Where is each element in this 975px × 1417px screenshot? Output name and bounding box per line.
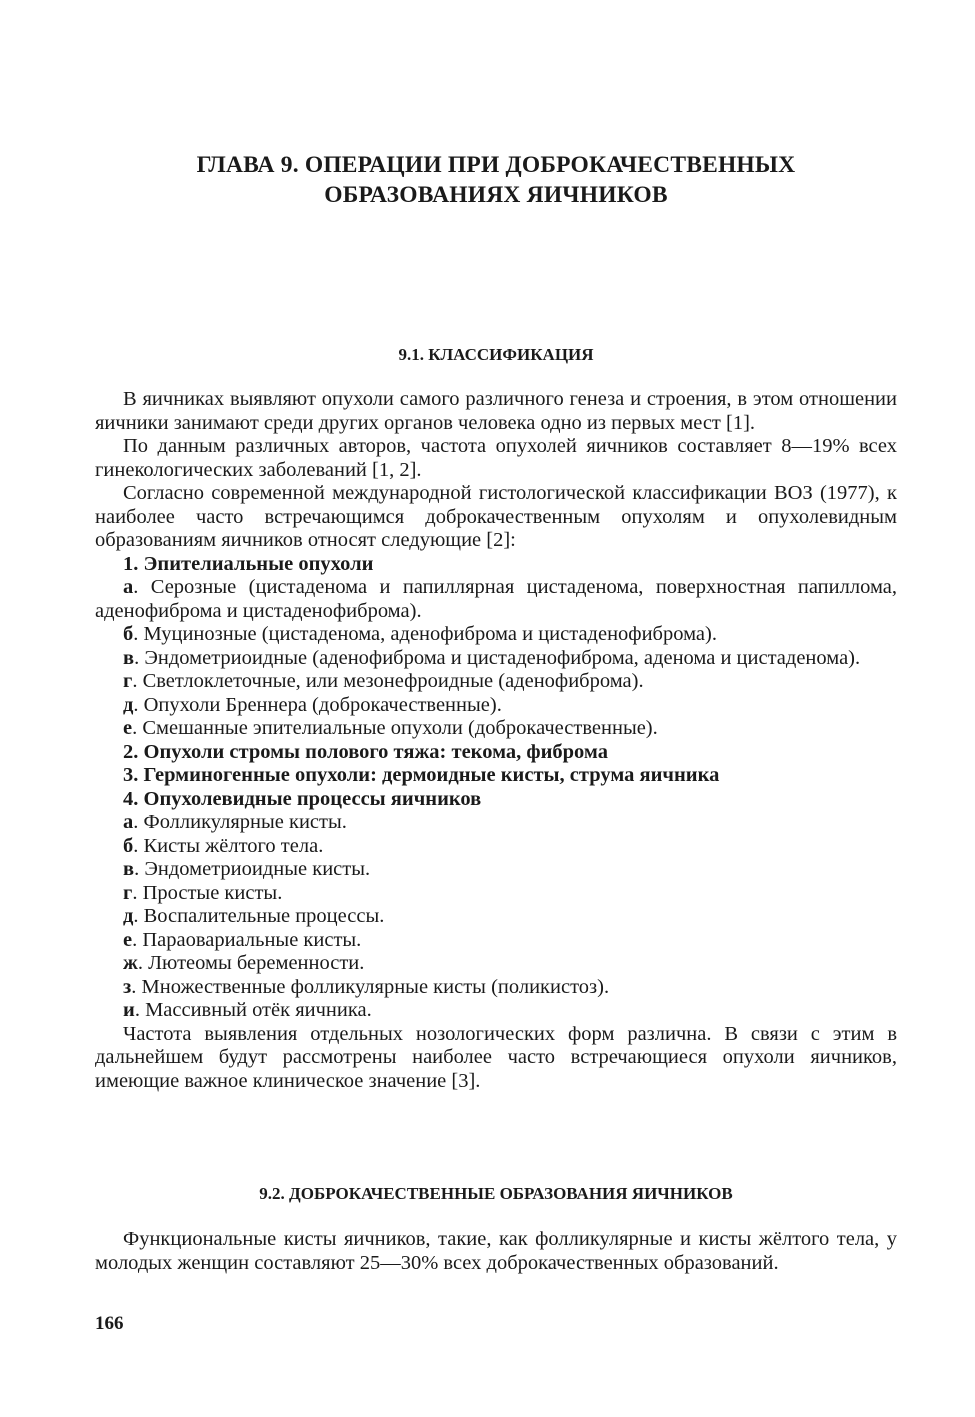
- list-group-heading: 3. Герминогенные опухоли: дермоидные кисты, струма яичника: [123, 764, 720, 786]
- section-heading-classification: 9.1. КЛАССИФИКАЦИЯ: [398, 345, 594, 364]
- paragraph: Функциональные кисты яичников, такие, как фолликулярные и кисты жёлтого тела, у молодых женщин составляют 25—30% всех доброкачественных образований.: [95, 1228, 897, 1274]
- chapter-title: [95, 150, 897, 210]
- list-item-letter: з: [123, 975, 132, 998]
- list-item-letter: в: [123, 858, 135, 880]
- list-item: г. Светлоклеточные, или мезонефроидные (аденофиброма).: [123, 670, 644, 692]
- list-item-text: Простые кисты.: [142, 881, 283, 904]
- list-item-letter: д: [123, 693, 134, 716]
- list-group-heading: 4. Опухолевидные процессы яичников: [123, 787, 482, 810]
- list-item-text: Множественные фолликулярные кисты (поликистоз).: [141, 975, 610, 998]
- list-item-text: Опухоли Бреннера (доброкачественные).: [143, 693, 502, 716]
- list-item: в. Эндометриоидные кисты.: [123, 858, 371, 880]
- list-item-letter: г: [123, 881, 133, 904]
- list-item-text: Лютеомы беременности.: [148, 952, 365, 974]
- list-item: ж. Лютеомы беременности.: [123, 952, 365, 974]
- list-item-letter: а: [123, 576, 134, 598]
- list-item-letter: а: [123, 811, 134, 833]
- list-item-letter: б: [123, 623, 134, 645]
- list-item-text: Кисты жёлтого тела.: [143, 834, 324, 857]
- list-item-letter: г: [123, 670, 133, 692]
- list-group-number: 1: [123, 552, 134, 575]
- list-item-letter: ж: [123, 952, 138, 974]
- list-item: е. Смешанные эпителиальные опухоли (доброкачественные).: [123, 717, 658, 739]
- list-item: д. Опухоли Бреннера (доброкачественные).: [123, 693, 502, 716]
- page-number: 166: [95, 1313, 124, 1334]
- list-item-text: Серозные (цистаденома и папиллярная цистаденома, поверхностная папиллома, аденофиброма и цистаденофиброма).: [95, 576, 898, 622]
- list-item-letter: е: [123, 928, 133, 951]
- paragraph: Согласно современной международной гистологической классификации ВОЗ (1977), к наиболее часто встречающимся доброкачественным опухолям и опухолевидным образованиям яичников относят следующие [2]:: [95, 482, 897, 551]
- list-group-title: Опухоли стромы полового тяжа: текома, фиброма: [143, 740, 608, 763]
- paragraph: В яичниках выявляют опухоли самого различного генеза и строения, в этом отношении яичники занимают среди других органов человека одно из первых мест [1].: [95, 388, 897, 434]
- list-item-text: Эндометриоидные (аденофиброма и цистаденофиброма, аденома и цистаденома).: [144, 646, 861, 669]
- list-item: д. Воспалительные процессы.: [123, 905, 385, 927]
- list-item: б. Муцинозные (цистаденома, аденофиброма и цистаденофиброма).: [123, 623, 717, 645]
- chapter-title-line-1: ГЛАВА 9. ОПЕРАЦИИ ПРИ ДОБРОКАЧЕСТВЕННЫХ: [196, 152, 796, 178]
- section-2-body: [95, 1228, 897, 1275]
- list-group-heading: 1. Эпителиальные опухоли: [123, 552, 374, 575]
- list-group-number: 4: [123, 787, 134, 810]
- list-item: в. Эндометриоидные (аденофиброма и цистаденофиброма, аденома и цистаденома).: [123, 646, 861, 669]
- list-item-text: Смешанные эпителиальные опухоли (доброкачественные).: [142, 717, 658, 739]
- list-item: з. Множественные фолликулярные кисты (поликистоз).: [123, 975, 610, 998]
- list-item: а. Серозные (цистаденома и папиллярная цистаденома, поверхностная папиллома, аденофиброма и цистаденофиброма).: [95, 576, 898, 622]
- list-item: г. Простые кисты.: [123, 881, 283, 904]
- list-item-text: Воспалительные процессы.: [143, 905, 385, 927]
- list-item-text: Массивный отёк яичника.: [145, 999, 372, 1021]
- paragraph: По данным различных авторов, частота опухолей яичников составляет 8—19% всех гинекологических заболеваний [1, 2].: [95, 435, 897, 481]
- list-item-text: Фолликулярные кисты.: [143, 811, 347, 833]
- list-item-letter: д: [123, 905, 134, 927]
- list-item: е. Параовариальные кисты.: [123, 928, 362, 951]
- list-group-title: Опухолевидные процессы яичников: [143, 787, 482, 810]
- list-item-letter: и: [123, 999, 135, 1021]
- list-group-heading: 2. Опухоли стромы полового тяжа: текома, фиброма: [123, 740, 608, 763]
- list-item-text: Эндометриоидные кисты.: [144, 858, 371, 880]
- list-item: б. Кисты жёлтого тела.: [123, 834, 324, 857]
- list-group-title: Герминогенные опухоли: дермоидные кисты, струма яичника: [143, 764, 720, 786]
- list-item-letter: б: [123, 834, 134, 857]
- section-1-body: [95, 388, 897, 1093]
- list-item-letter: е: [123, 717, 133, 739]
- list-group-number: 2: [123, 740, 134, 763]
- list-group-title: Эпителиальные опухоли: [143, 552, 374, 575]
- list-item-text: Параовариальные кисты.: [142, 928, 362, 951]
- section-heading-benign-formations: 9.2. ДОБРОКАЧЕСТВЕННЫЕ ОБРАЗОВАНИЯ ЯИЧНИКОВ: [259, 1184, 733, 1203]
- list-item-text: Светлоклеточные, или мезонефроидные (аденофиброма).: [142, 670, 644, 692]
- chapter-title-line-2: ОБРАЗОВАНИЯХ ЯИЧНИКОВ: [324, 182, 668, 208]
- list-item: а. Фолликулярные кисты.: [123, 811, 347, 833]
- list-item-text: Муцинозные (цистаденома, аденофиброма и цистаденофиброма).: [143, 623, 717, 645]
- paragraph: Частота выявления отдельных нозологических форм различна. В связи с этим в дальнейшем будут рассмотрены наиболее часто встречающиеся опухоли яичников, имеющие важное клиническое значение [3].: [95, 1022, 897, 1092]
- list-group-number: 3: [123, 764, 134, 786]
- list-item-letter: в: [123, 646, 135, 669]
- list-item: и. Массивный отёк яичника.: [123, 999, 372, 1021]
